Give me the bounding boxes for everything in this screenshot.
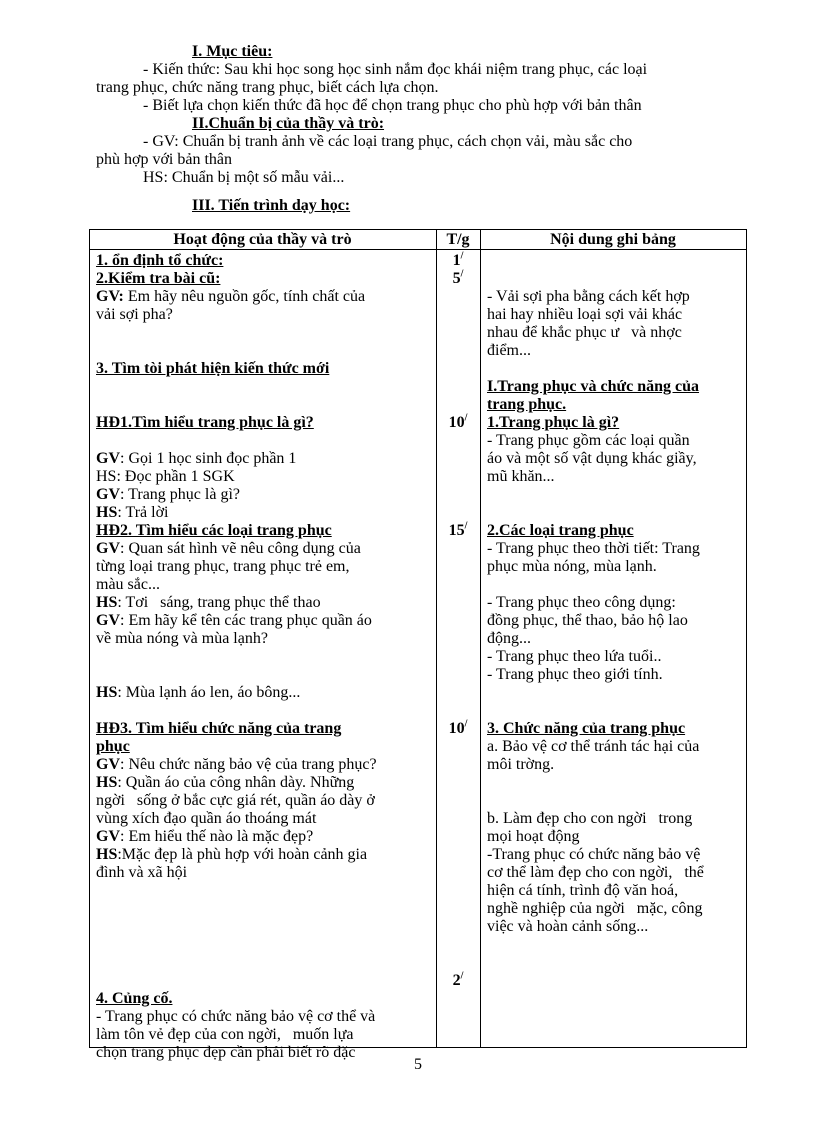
text-line [96,900,434,918]
text-line: - Trang phục theo lứa tuổi.. [487,648,662,665]
text-line: chọn trang phục đẹp cần phải biết rõ đặc [96,1044,356,1061]
text-line [96,936,434,954]
text-line: phục [96,738,130,755]
text-line: HS: Đọc phần 1 SGK [96,468,235,485]
table-header-divider [89,249,747,250]
text-line: HĐ3. Tìm hiểu chức năng của trang [96,720,342,737]
text-line [96,396,434,414]
text-line: GV: Nêu chức năng bảo vệ của trang phục? [96,756,377,773]
text-line [487,360,743,378]
intro-line: - GV: Chuẩn bị tranh ảnh về các loại trang phục, cách chọn vải, màu sắc cho [143,133,633,150]
text-line: mọi hoạt động [487,828,580,845]
text-line [96,666,434,684]
section-heading-procedure: III. Tiến trình dạy học: [192,197,351,214]
time-cell: 10/ [448,412,468,431]
text-line: về mùa nóng và mùa lạnh? [96,630,268,647]
text-line [487,504,743,522]
text-line: làm tôn vẻ đẹp của con ngời, muốn lựa [96,1026,354,1043]
text-line: nghề nghiệp của ngời mặc, công [487,900,703,917]
text-line [96,324,434,342]
text-line: màu sắc... [96,576,160,593]
text-line: môi trờng. [487,756,555,773]
text-line: GV: Quan sát hình vẽ nêu công dụng của [96,540,361,557]
text-line [96,342,434,360]
text-line: nhau để khắc phục ư và nhợc [487,324,682,341]
text-line [96,954,434,972]
text-line: HĐ2. Tìm hiểu các loại trang phục [96,522,332,539]
text-line: GV: Gọi 1 học sinh đọc phần 1 [96,450,297,467]
text-line [96,648,434,666]
intro-line: - Biết lựa chọn kiến thức đã học để chọn trang phục cho phù hợp với bản thân [143,97,642,114]
text-line: HS: Tơi sáng, trang phục thể thao [96,594,321,611]
text-line: b. Làm đẹp cho con ngời trong [487,810,693,827]
text-line: từng loại trang phục, trang phục trẻ em, [96,558,350,575]
text-line: vải sợi pha? [96,306,173,323]
time-cell: 10/ [448,718,468,737]
text-line: - Trang phục theo công dụng: [487,594,676,611]
text-line: - Trang phục theo thời tiết: Trang [487,540,700,557]
table-border-left [89,229,90,1048]
text-line [487,792,743,810]
time-cell: 2/ [452,970,464,989]
text-line [487,702,743,720]
text-line [96,702,434,720]
text-line [96,432,434,450]
text-line: GV: Trang phục là gì? [96,486,240,503]
header-time: T/g [446,231,470,248]
activities-column [96,252,434,1062]
intro-line: trang phục, chức năng trang phục, biết cách lựa chọn. [96,79,439,96]
text-line: a. Bảo vệ cơ thể tránh tác hại của [487,738,700,755]
text-line [487,774,743,792]
column-divider [480,229,481,1048]
text-line: HS: Trả lời [96,504,169,521]
text-line [96,882,434,900]
text-line: HS:Mặc đẹp là phù hợp với hoàn cảnh gia [96,846,368,863]
header-board-content: Nội dung ghi bảng [550,231,676,248]
text-line: - Trang phục có chức năng bảo vệ cơ thể và [96,1008,376,1025]
text-line [96,918,434,936]
text-line: hiện cá tính, trình độ văn hoá, [487,882,679,899]
intro-line: phù hợp với bản thân [96,151,233,168]
section-heading-preparation: II.Chuẩn bị của thầy và trò: [192,115,385,132]
text-line: -Trang phục có chức năng bảo vệ [487,846,701,863]
text-line: trang phục. [487,396,567,413]
text-line: đình và xã hội [96,864,188,881]
text-line [487,576,743,594]
column-divider [436,229,437,1048]
text-line: 4. Củng cố. [96,990,173,1007]
text-line: đồng phục, thể thao, bảo hộ lao [487,612,688,629]
text-line: 2.Các loại trang phục [487,522,634,539]
section-heading-objectives: I. Mục tiêu: [192,43,273,60]
text-line: động... [487,630,531,647]
text-line: GV: Em hiểu thế nào là mặc đẹp? [96,828,314,845]
text-line: - Trang phục gồm các loại quần [487,432,690,449]
text-line: điểm... [487,342,531,359]
text-line: áo và một số vật dụng khác giầy, [487,450,697,467]
intro-line: HS: Chuẩn bị một số mẫu vải... [143,169,345,186]
text-line: phục mùa nóng, mùa lạnh. [487,558,657,575]
time-cell: 5/ [452,268,464,287]
text-line: HS: Mùa lạnh áo len, áo bông... [96,684,301,701]
text-line: cơ thể làm đẹp cho con ngời, thể [487,864,704,881]
text-line: hai hay nhiều loại sợi vải khác [487,306,683,323]
text-line: 3. Tìm tòi phát hiện kiến thức mới [96,360,330,377]
header-activities: Hoạt động của thầy và trò [173,231,352,248]
text-line: - Vải sợi pha bằng cách kết hợp [487,288,690,305]
table-border-top [89,229,747,230]
text-line [487,684,743,702]
text-line [96,378,434,396]
text-line: HS: Quần áo của công nhân dày. Những [96,774,355,791]
time-cell: 15/ [448,520,468,539]
time-cell: 1/ [452,250,464,269]
text-line: 3. Chức năng của trang phục [487,720,686,737]
text-line: việc và hoàn cảnh sống... [487,918,649,935]
text-line: I.Trang phục và chức năng của [487,378,700,395]
text-line: 1. ổn định tổ chức: [96,252,224,269]
text-line: - Trang phục theo giới tính. [487,666,663,683]
text-line: vùng xích đạo quần áo thoáng mát [96,810,317,827]
text-line [487,486,743,504]
text-line: HĐ1.Tìm hiểu trang phục là gì? [96,414,314,431]
intro-line: - Kiến thức: Sau khi học song học sinh nắm đọc khái niệm trang phục, các loại [143,61,648,78]
text-line: mũ khăn... [487,468,555,485]
text-line: GV: Em hãy nêu nguồn gốc, tính chất của [96,288,366,305]
board-content-column [487,288,743,936]
text-line: 2.Kiểm tra bài cũ: [96,270,221,287]
text-line: ngời sống ở bắc cực giá rét, quần áo dày ở [96,792,375,809]
text-line: 1.Trang phục là gì? [487,414,620,431]
text-line [96,972,434,990]
page-number: 5 [414,1056,422,1073]
table-border-right [746,229,747,1048]
text-line: GV: Em hãy kể tên các trang phục quần áo [96,612,372,629]
